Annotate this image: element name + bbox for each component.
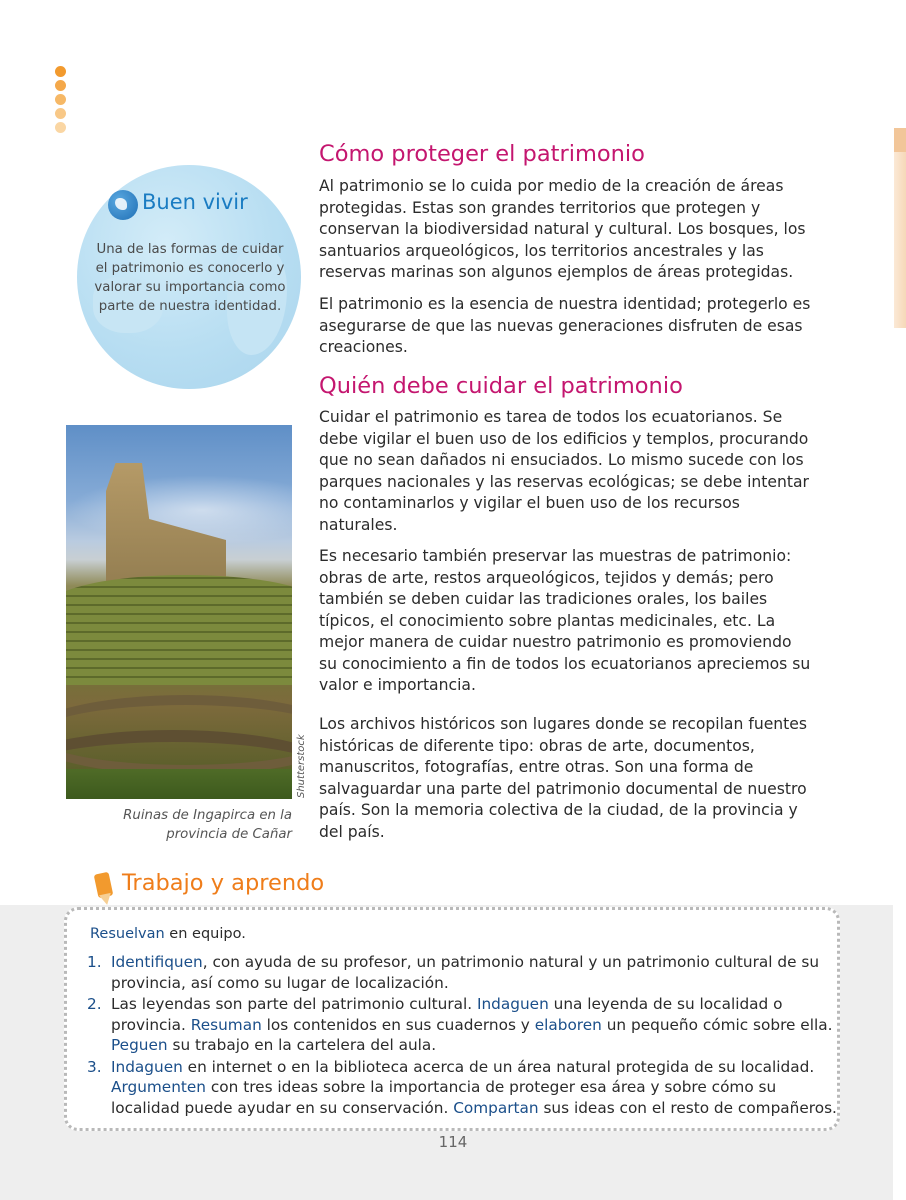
action-verb: Indaguen [111, 1057, 183, 1076]
pencil-icon [92, 869, 114, 905]
activity-number: 1. [87, 953, 102, 971]
page-edge-tab [894, 128, 906, 328]
activity-text: una leyenda de su localidad o provincia. [111, 995, 783, 1034]
action-verb: Resuelvan [90, 926, 165, 942]
dot [55, 108, 66, 119]
photo-ruin-wall [66, 575, 292, 685]
buen-vivir-text: Una de las formas de cuidar el patrimonio es conocerlo y valorar su importancia como parte de nuestra identidad. [94, 242, 286, 314]
dot [55, 80, 66, 91]
dot [55, 94, 66, 105]
activity-text: con tres ideas sobre la importancia de proteger esa área y sobre cómo su localidad puede ayudar en su conservación. [111, 1078, 777, 1117]
activity-text: su trabajo en la cartelera del aula. [167, 1036, 437, 1054]
page-number: 114 [438, 1133, 468, 1151]
section-heading-proteger: Cómo proteger el patrimonio [319, 141, 645, 167]
decorative-dots [55, 66, 67, 136]
activity-item [87, 952, 847, 993]
activity-text: , con ayuda de su profesor, un patrimonio natural y un patrimonio cultural de su provincia, así como su lugar de localización. [111, 953, 820, 992]
page-margin [893, 905, 906, 1200]
action-verb: Peguen [111, 1036, 168, 1054]
ingapirca-photo [66, 425, 292, 799]
photo-grass [66, 769, 292, 799]
action-verb: Resuman [190, 1015, 262, 1034]
paragraph: Al patrimonio se lo cuida por medio de la creación de áreas protegidas. Estas son grandes territorios que protegen y conservan la biodiversidad natural y cultural. Los bosques, los santuarios arqueológicos, los territorios ancestrales y las reservas marinas son algunos ejemplos de áreas protegidas. [319, 177, 806, 281]
dot [55, 122, 66, 133]
activity-item [87, 1057, 847, 1119]
action-verb: Indaguen [476, 995, 549, 1013]
activity-number: 2. [87, 995, 102, 1013]
activity-text: en internet o en la biblioteca acerca de un área natural protegida de su localidad. [182, 1057, 815, 1076]
section-heading-quien: Quién debe cuidar el patrimonio [319, 373, 683, 399]
lead-text: en equipo. [164, 926, 246, 942]
activity-text: sus ideas con el resto de compañeros. [538, 1098, 837, 1117]
activity-text: Las leyendas son parte del patrimonio cultural. [111, 995, 477, 1013]
photo-credit: Shutterstock [296, 734, 307, 798]
paragraph: Los archivos históricos son lugares donde se recopilan fuentes históricas de diferente tipo: obras de arte, documentos, manuscritos, fotografías, entre otras. Son una forma de salvaguardar una parte del patrimonio documental de nuestro país. Son la memoria colectiva de la ciudad, de la provincia y del país. [319, 715, 808, 841]
photo-caption: Ruinas de Ingapirca en la provincia de Cañar [123, 808, 292, 842]
paragraph: Cuidar el patrimonio es tarea de todos los ecuatorianos. Se debe vigilar el buen uso de los edificios y templos, procurando que no sean dañados ni ensuciados. Lo mismo sucede con los parques nacionales y las reservas ecológicas; se debe intentar no contaminarlos y vigilar el buen uso de los recursos naturales. [319, 408, 809, 534]
activity-lead [90, 926, 246, 942]
buen-vivir-title: Buen vivir [142, 190, 248, 214]
trabajo-title: Trabajo y aprendo [122, 870, 325, 896]
activity-text: los contenidos en sus cuadernos y [261, 1015, 535, 1034]
paragraph: Es necesario también preservar las muestras de patrimonio: obras de arte, restos arqueológicos, tejidos y demás; pero también se deben cuidar las tradiciones orales, los bailes típicos, el conocimiento sobre plantas medicinales, etc. La mejor manera de cuidar nuestro patrimonio es promoviendo su conocimiento a fin de todos los ecuatorianos apreciemos su valor e importancia. [319, 547, 811, 694]
globe-icon [108, 190, 138, 220]
activity-list [87, 952, 847, 1119]
activity-item [87, 994, 847, 1056]
action-verb: Argumenten [111, 1078, 207, 1096]
paragraph: El patrimonio es la esencia de nuestra identidad; protegerlo es asegurarse de que las nuevas generaciones disfruten de esas creaciones. [319, 295, 811, 356]
activity-number: 3. [87, 1057, 102, 1076]
dot [55, 66, 66, 77]
action-verb: Identifiquen [111, 953, 203, 971]
action-verb: elaboren [534, 1015, 602, 1034]
action-verb: Compartan [453, 1098, 539, 1117]
pencil-tip [99, 893, 113, 906]
activity-text: un pequeño cómic sobre ella. [601, 1015, 833, 1034]
activity-box [64, 907, 840, 1131]
